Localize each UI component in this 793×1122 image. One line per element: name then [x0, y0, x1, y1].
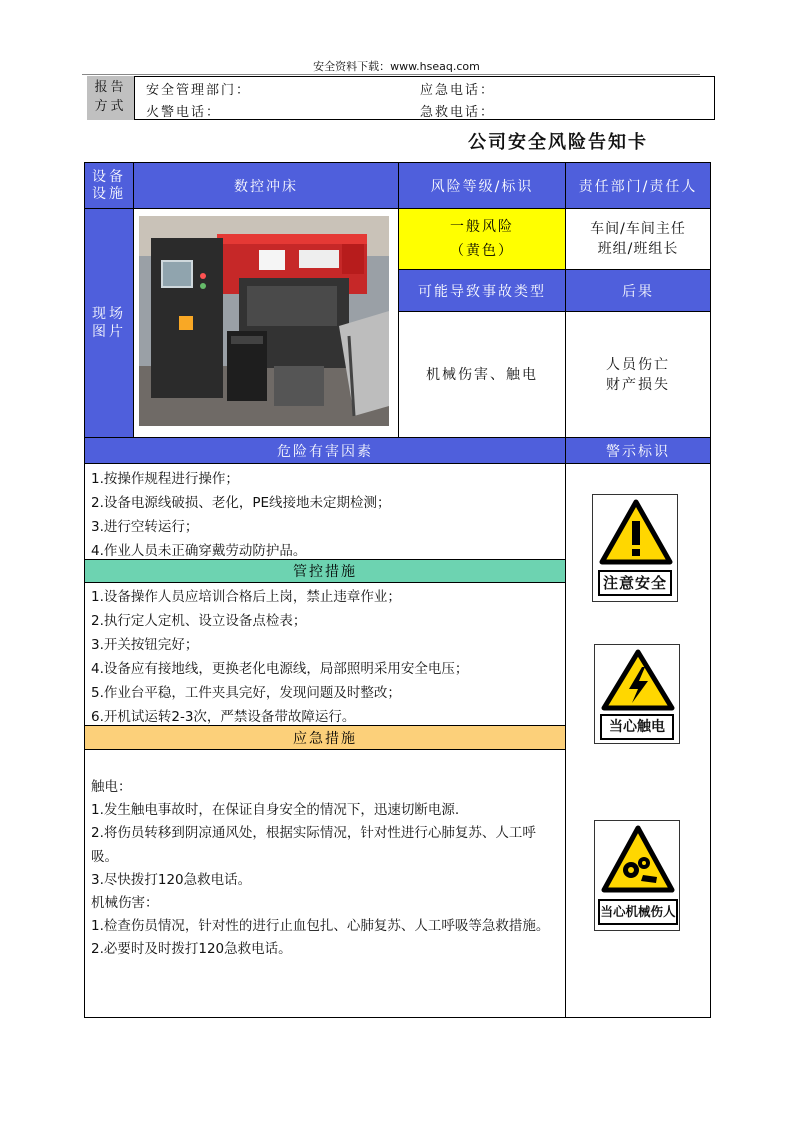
- risk-level-value: 一般风险: [450, 219, 514, 235]
- mechanical-injury-sign-label: 当心机械伤人: [598, 899, 678, 925]
- caution-sign-label: 注意安全: [598, 570, 672, 596]
- site-photo: [139, 216, 389, 426]
- list-item: 1.检查伤员情况，针对性的进行止血包扎、心肺复苏、人工呼吸等急救措施。: [91, 918, 550, 935]
- list-item: 2.执行定人定机、设立设备点检表；: [91, 613, 307, 629]
- emergency-phone-field: 应急电话：: [420, 83, 496, 98]
- list-item: 触电：: [91, 779, 132, 795]
- exclamation-warning-icon: [599, 499, 673, 565]
- list-item: 6.开机试运转2-3次，严禁设备带故障运行。: [91, 709, 356, 725]
- responsible-line2: 班组/班组长: [597, 241, 679, 257]
- list-item: 1.发生触电事故时，在保证自身安全的情况下，迅速切断电源.: [91, 802, 460, 819]
- consequence-line1: 人员伤亡: [606, 356, 670, 373]
- list-item: 3.尽快拨打120急救电话。: [91, 871, 252, 888]
- report-label: 报告方式: [87, 76, 135, 120]
- list-item: 1.按操作规程进行操作；: [91, 471, 239, 487]
- emergency-list: [84, 749, 566, 1018]
- risk-level-header: 风险等级/标识: [398, 162, 566, 209]
- consequence-cell: [565, 311, 711, 438]
- list-item: 1.设备操作人员应培训合格后上岗，禁止违章作业；: [91, 589, 401, 605]
- caution-sign: [592, 494, 678, 602]
- first-aid-phone-field: 急救电话：: [420, 105, 496, 120]
- emergency-header: 应急措施: [84, 725, 566, 750]
- equipment-name: 数控冲床: [133, 162, 399, 209]
- consequence-header: 后果: [565, 269, 711, 312]
- list-item: 机械伤害：: [91, 895, 159, 912]
- control-header: 管控措施: [84, 559, 566, 583]
- mechanical-injury-sign: [594, 820, 680, 931]
- hazard-header: 危险有害因素: [84, 437, 566, 464]
- responsible-line1: 车间/车间主任: [590, 221, 686, 237]
- electric-shock-sign: [594, 644, 680, 744]
- control-list: [84, 582, 566, 726]
- list-item: 2.必要时及时拨打120急救电话。: [91, 941, 292, 958]
- risk-color-label: （黄色）: [450, 243, 514, 259]
- responsible-cell: [565, 208, 711, 270]
- list-item: 2.设备电源线破损、老化，PE线接地未定期检测；: [91, 495, 391, 511]
- header-divider: [82, 74, 700, 75]
- equipment-label: 设备设施: [84, 162, 134, 209]
- cnc-punch-press-image: [139, 216, 389, 426]
- download-header: 安全资料下载：www.hseaq.com: [313, 60, 480, 73]
- electric-shock-sign-label: 当心触电: [600, 714, 674, 740]
- electric-shock-warning-icon: [601, 649, 675, 711]
- list-item: 2.将伤员转移到阴凉通风处，根据实际情况，针对性进行心肺复苏、人工呼吸。: [91, 825, 536, 865]
- list-item: 4.设备应有接地线，更换老化电源线，局部照明采用安全电压；: [91, 661, 469, 677]
- accident-type-header: 可能导致事故类型: [398, 269, 566, 312]
- warning-header: 警示标识: [565, 437, 711, 464]
- consequence-line2: 财产损失: [606, 376, 670, 393]
- site-photo-label: 现场图片: [84, 208, 134, 438]
- list-item: 3.进行空转运行；: [91, 519, 199, 535]
- accident-types: 机械伤害、触电: [398, 311, 566, 438]
- safety-dept-field: 安全管理部门：: [146, 83, 252, 98]
- card-title: 公司安全风险告知卡: [468, 132, 648, 153]
- hazard-list: [84, 463, 566, 560]
- responsibility-header: 责任部门/责任人: [565, 162, 711, 209]
- mechanical-injury-warning-icon: [601, 825, 675, 893]
- fire-phone-field: 火警电话：: [146, 105, 222, 120]
- list-item: 4.作业人员未正确穿戴劳动防护品。: [91, 543, 307, 559]
- list-item: 5.作业台平稳，工件夹具完好，发现问题及时整改；: [91, 685, 401, 701]
- list-item: 3.开关按钮完好；: [91, 637, 199, 653]
- risk-level-cell: [398, 208, 566, 270]
